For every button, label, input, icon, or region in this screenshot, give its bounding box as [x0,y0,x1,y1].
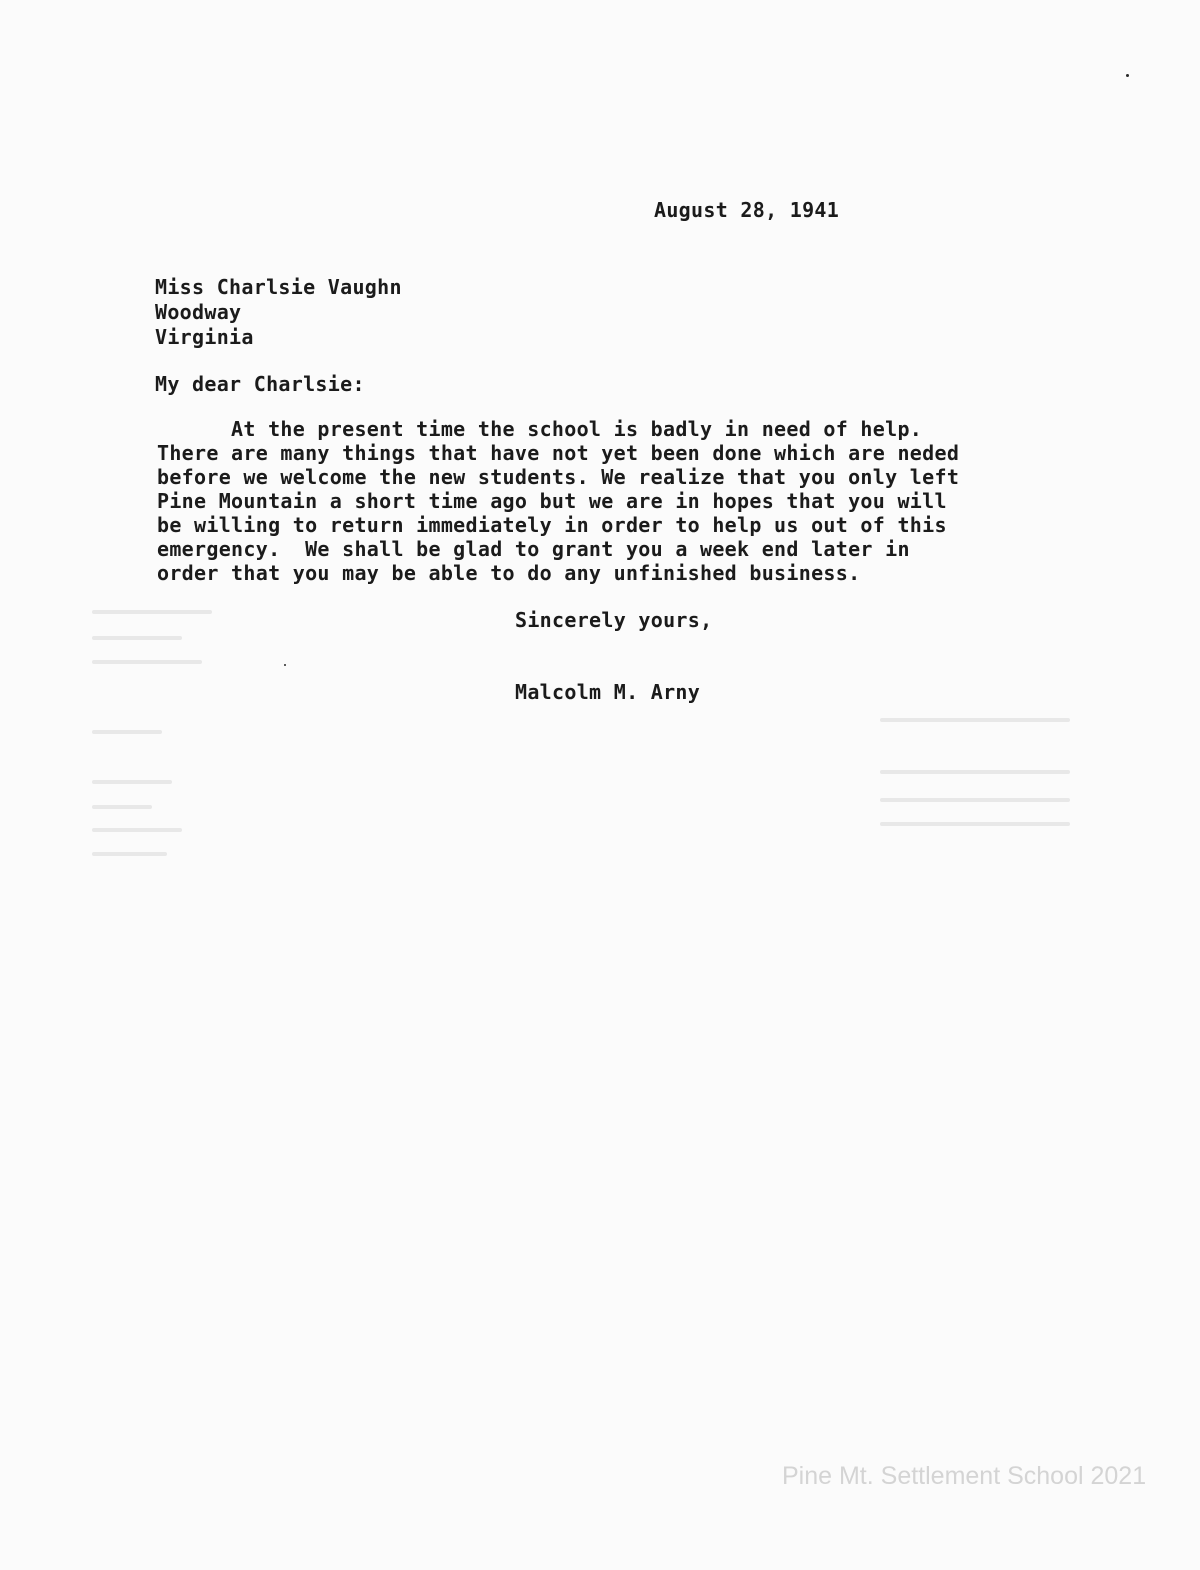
body-line: Pine Mountain a short time ago but we are in hopes that you will [157,489,947,513]
body-line: At the present time the school is badly in need of help. [157,417,923,441]
letter-date: August 28, 1941 [654,198,840,222]
body-line: emergency. We shall be glad to grant you a week end later in [157,537,910,561]
body-line: before we welcome the new students. We realize that you only left [157,465,960,489]
recipient-line-2: Woodway [155,300,242,324]
ink-speck [1126,74,1129,77]
recipient-line-3: Virginia [155,325,254,349]
body-line: be willing to return immediately in order to help us out of this [157,513,947,537]
closing: Sincerely yours, [515,608,713,632]
recipient-name: Miss Charlsie Vaughn [155,275,402,299]
ink-speck [284,664,286,666]
archive-watermark: Pine Mt. Settlement School 2021 [782,1462,1147,1490]
body-line: order that you may be able to do any unfinished business. [157,561,861,585]
signature-name: Malcolm M. Arny [515,680,701,704]
body-line: There are many things that have not yet been done which are neded [157,441,960,465]
salutation: My dear Charlsie: [155,372,365,396]
